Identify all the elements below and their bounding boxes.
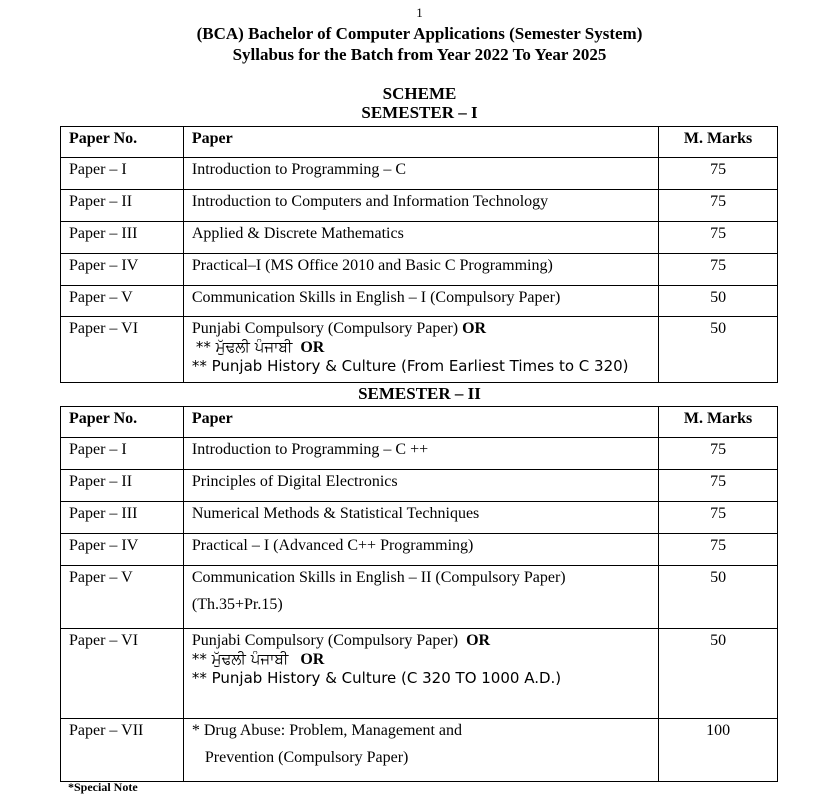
paper-no-cell: Paper – IV [61, 254, 184, 286]
or-label: OR [300, 651, 325, 668]
table-row [61, 719, 778, 782]
marks-cell: 75 [659, 502, 778, 534]
paper-no-cell: Paper – VI [61, 629, 184, 719]
table-row [61, 222, 778, 254]
paper-no-cell: Paper – III [61, 502, 184, 534]
marks-cell: 75 [659, 534, 778, 566]
paper-cell: Introduction to Programming – C [183, 158, 658, 190]
paper-line: (Th.35+Pr.15) [191, 596, 283, 613]
paper-line: Communication Skills in English – II (Compulsory Paper) [191, 569, 566, 586]
paper-cell [183, 629, 658, 719]
col-header-paper: Paper [183, 127, 658, 158]
paper-line: ** ਮੁੱਢਲੀ ਪੰਜਾਬੀ OR [195, 338, 325, 356]
table-row [61, 534, 778, 566]
paper-cell: Introduction to Computers and Information Technology [183, 190, 658, 222]
document-title: (BCA) Bachelor of Computer Applications (Semester System) [196, 24, 643, 43]
paper-line: Punjabi Compulsory (Compulsory Paper) OR [191, 632, 491, 649]
paper-no-cell: Paper – II [61, 190, 184, 222]
table-row [61, 629, 778, 719]
table-row [61, 438, 778, 470]
paper-cell: Numerical Methods & Statistical Techniques [183, 502, 658, 534]
paper-no-cell: Paper – I [61, 158, 184, 190]
paper-no-cell: Paper – I [61, 438, 184, 470]
marks-cell: 75 [659, 158, 778, 190]
table-row [61, 317, 778, 383]
marks-cell: 75 [659, 438, 778, 470]
paper-cell: Practical–I (MS Office 2010 and Basic C Programming) [183, 254, 658, 286]
paper-cell [183, 719, 658, 782]
paper-line: * Drug Abuse: Problem, Management and [191, 722, 463, 739]
paper-cell: Communication Skills in English – I (Compulsory Paper) [183, 286, 658, 317]
marks-cell: 50 [659, 566, 778, 629]
paper-cell [183, 566, 658, 629]
paper-line: ** Punjab History & Culture (C 320 TO 1000 A.D.) [191, 669, 562, 687]
or-label: OR [466, 632, 491, 649]
table-row [61, 502, 778, 534]
paper-line: Prevention (Compulsory Paper) [204, 749, 409, 766]
marks-cell: 50 [659, 629, 778, 719]
col-header-paper: Paper [183, 407, 658, 438]
paper-no-cell: Paper – VII [61, 719, 184, 782]
paper-no-cell: Paper – III [61, 222, 184, 254]
paper-line: Punjabi Compulsory (Compulsory Paper) OR [191, 320, 487, 337]
table-header-row [61, 127, 778, 158]
table-row [61, 190, 778, 222]
col-header-marks: M. Marks [659, 127, 778, 158]
table-row [61, 566, 778, 629]
paper-no-cell: Paper – VI [61, 317, 184, 383]
paper-line: ** ਮੁੱਢਲੀ ਪੰਜਾਬੀ OR [191, 650, 325, 668]
table-row [61, 254, 778, 286]
col-header-paper-no: Paper No. [61, 407, 184, 438]
scheme-heading: SCHEME [382, 84, 457, 103]
marks-cell: 50 [659, 317, 778, 383]
page-number: 1 [416, 5, 423, 20]
paper-no-cell: Paper – V [61, 286, 184, 317]
paper-cell: Practical – I (Advanced C++ Programming) [183, 534, 658, 566]
semester-1-table [60, 126, 778, 383]
marks-cell: 50 [659, 286, 778, 317]
paper-cell [183, 317, 658, 383]
document-subtitle: Syllabus for the Batch from Year 2022 To Year 2025 [232, 45, 607, 64]
table-row [61, 158, 778, 190]
semester-1-heading: SEMESTER – I [361, 103, 478, 122]
paper-line: ** Punjab History & Culture (From Earliest Times to C 320) [191, 357, 629, 375]
marks-cell: 100 [659, 719, 778, 782]
col-header-marks: M. Marks [659, 407, 778, 438]
table-row [61, 286, 778, 317]
paper-cell: Applied & Discrete Mathematics [183, 222, 658, 254]
marks-cell: 75 [659, 470, 778, 502]
paper-no-cell: Paper – V [61, 566, 184, 629]
or-label: OR [300, 339, 325, 356]
semester-2-heading: SEMESTER – II [358, 384, 481, 403]
paper-cell: Introduction to Programming – C ++ [183, 438, 658, 470]
paper-cell: Principles of Digital Electronics [183, 470, 658, 502]
paper-no-cell: Paper – II [61, 470, 184, 502]
footnote: *Special Note [68, 780, 138, 794]
table-row [61, 470, 778, 502]
col-header-paper-no: Paper No. [61, 127, 184, 158]
or-label: OR [462, 320, 487, 337]
semester-2-table [60, 406, 778, 782]
marks-cell: 75 [659, 222, 778, 254]
table-header-row [61, 407, 778, 438]
paper-no-cell: Paper – IV [61, 534, 184, 566]
marks-cell: 75 [659, 254, 778, 286]
marks-cell: 75 [659, 190, 778, 222]
